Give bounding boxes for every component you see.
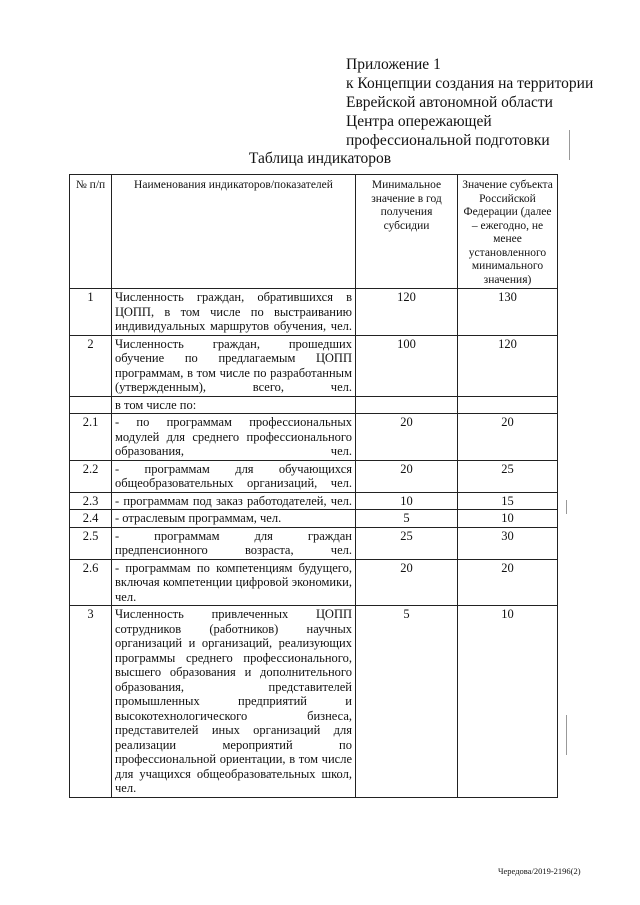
table-row bbox=[70, 510, 558, 528]
row-name: - программам для граждан предпенсионного возраста, чел. bbox=[112, 527, 356, 559]
table-row bbox=[70, 289, 558, 336]
row-name: - программам для обучающихся общеобразовательных организаций, чел. bbox=[112, 460, 356, 492]
page-title: Таблица индикаторов bbox=[248, 150, 392, 167]
header-subject: Значение субъекта Российской Федерации (далее – ежегодно, не менее установленного минимального значения) bbox=[458, 175, 558, 289]
appendix-line: Еврейской автономной области bbox=[346, 94, 553, 111]
appendix-line: Центра опережающей bbox=[346, 113, 492, 130]
row-num: 2.1 bbox=[70, 414, 112, 461]
appendix-line: Приложение 1 bbox=[346, 56, 441, 73]
row-min: 20 bbox=[356, 460, 458, 492]
row-min: 5 bbox=[356, 606, 458, 798]
table-row bbox=[70, 335, 558, 396]
row-num: 3 bbox=[70, 606, 112, 798]
row-min: 5 bbox=[356, 510, 458, 528]
row-subject: 10 bbox=[458, 510, 558, 528]
row-num: 2.6 bbox=[70, 559, 112, 606]
row-min: 20 bbox=[356, 414, 458, 461]
appendix-line: к Концепции создания на территории bbox=[346, 75, 594, 92]
table-row bbox=[70, 396, 558, 414]
row-subject: 25 bbox=[458, 460, 558, 492]
document-footer: Чередова/2019-2196(2) bbox=[498, 866, 581, 876]
row-name: Численность граждан, прошедших обучение по предлагаемым ЦОПП программам, в том числе по разработанным (утвержденным), всего, чел. bbox=[112, 335, 356, 396]
row-num: 1 bbox=[70, 289, 112, 336]
row-min: 120 bbox=[356, 289, 458, 336]
row-subject: 130 bbox=[458, 289, 558, 336]
table-row bbox=[70, 527, 558, 559]
row-subject: 30 bbox=[458, 527, 558, 559]
row-min: 100 bbox=[356, 335, 458, 396]
row-min bbox=[356, 396, 458, 414]
row-name: в том числе по: bbox=[112, 396, 356, 414]
row-name: Численность привлеченных ЦОПП сотрудников (работников) научных организаций и организаций, реализующих программы среднего профессионального, высшего образования и дополнительного образования, представителей промышленных предприятий и высокотехнологического бизнеса, представителей иных организаций для реализации мероприятий по профессиональной ориентации, в том числе для учащихся общеобразовательных школ, чел. bbox=[112, 606, 356, 798]
row-min: 25 bbox=[356, 527, 458, 559]
appendix-heading bbox=[346, 55, 626, 150]
row-min: 10 bbox=[356, 492, 458, 510]
header-min: Минимальное значение в год получения субсидии bbox=[356, 175, 458, 289]
row-num: 2.5 bbox=[70, 527, 112, 559]
table-row bbox=[70, 559, 558, 606]
indicators-table bbox=[69, 174, 558, 798]
scan-artifact bbox=[569, 130, 570, 160]
row-subject: 120 bbox=[458, 335, 558, 396]
table-row bbox=[70, 460, 558, 492]
row-min: 20 bbox=[356, 559, 458, 606]
table-header-row bbox=[70, 175, 558, 289]
row-name: - программам под заказ работодателей, чел. bbox=[112, 492, 356, 510]
table-row bbox=[70, 606, 558, 798]
table-row bbox=[70, 414, 558, 461]
row-num: 2.3 bbox=[70, 492, 112, 510]
header-num: № п/п bbox=[70, 175, 112, 289]
row-subject bbox=[458, 396, 558, 414]
row-subject: 10 bbox=[458, 606, 558, 798]
row-name: - программам по компетенциям будущего, включая компетенции цифровой экономики, чел. bbox=[112, 559, 356, 606]
row-name: - отраслевым программам, чел. bbox=[112, 510, 356, 528]
table-row bbox=[70, 492, 558, 510]
scan-artifact bbox=[566, 715, 567, 755]
header-name: Наименования индикаторов/показателей bbox=[112, 175, 356, 289]
appendix-line: профессиональной подготовки bbox=[346, 132, 550, 149]
row-subject: 20 bbox=[458, 414, 558, 461]
row-num bbox=[70, 396, 112, 414]
row-num: 2 bbox=[70, 335, 112, 396]
row-name: Численность граждан, обратившихся в ЦОПП, в том числе по выстраиванию индивидуальных маршрутов обучения, чел. bbox=[112, 289, 356, 336]
row-num: 2.2 bbox=[70, 460, 112, 492]
row-num: 2.4 bbox=[70, 510, 112, 528]
row-subject: 20 bbox=[458, 559, 558, 606]
scan-artifact bbox=[566, 500, 567, 514]
row-name: - по программам профессиональных модулей для среднего профессионального образования, чел. bbox=[112, 414, 356, 461]
row-subject: 15 bbox=[458, 492, 558, 510]
